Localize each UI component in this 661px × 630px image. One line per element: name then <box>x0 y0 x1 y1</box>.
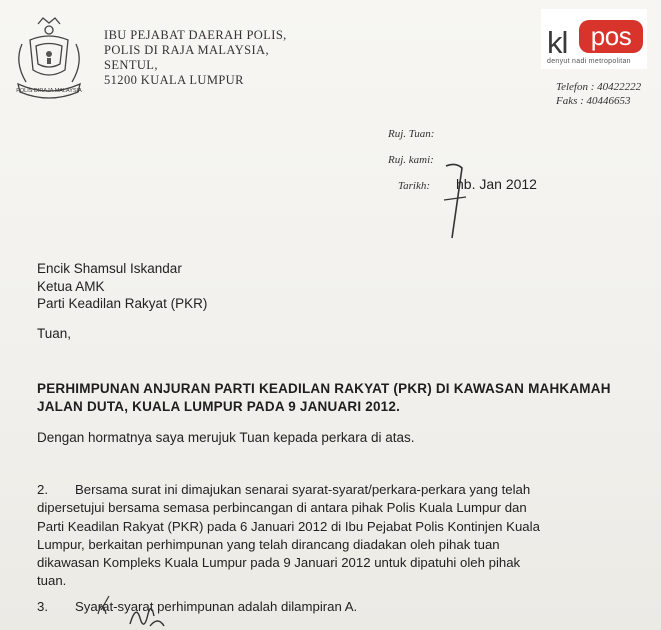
recipient-party: Parti Keadilan Rakyat (PKR) <box>37 296 208 311</box>
paragraph-line: Bersama surat ini dimajukan senarai syarat-syarat/perkara-perkara yang telah <box>75 482 531 497</box>
faks-line: Faks : 40446653 <box>556 95 631 107</box>
paragraph-line: tuan. <box>37 573 67 589</box>
logo-tagline: denyut nadi metropolitan <box>547 58 631 65</box>
paragraph-line: Parti Keadilan Rakyat (PKR) pada 6 Januari 2012 di Ibu Pejabat Polis Kontinjen Kuala <box>37 518 540 534</box>
paragraph-line: dikawasan Kompleks Kuala Lumpur pada 9 Januari 2012 untuk dipatuhi oleh pihak <box>37 555 521 571</box>
contact-numbers <box>556 80 641 108</box>
recipient-block <box>37 260 207 313</box>
tarikh-label: Tarikh: <box>398 180 430 192</box>
paragraph-text: Syarat-syarat perhimpunan adalah dilampiran A. <box>75 599 358 614</box>
subject-line: JALAN DUTA, KUALA LUMPUR PADA 9 JANUARI 2012. <box>37 399 401 414</box>
crest-label: POLIS DIRAJA MALAYSIA <box>16 88 82 94</box>
letterhead-address <box>104 28 287 88</box>
paragraph-2 <box>37 481 540 591</box>
address-line: 51200 KUALA LUMPUR <box>104 73 244 87</box>
intro-sentence: Dengan hormatnya saya merujuk Tuan kepada perkara di atas. <box>37 430 415 445</box>
logo-kl-text: kl <box>547 25 568 60</box>
recipient-name: Encik Shamsul Iskandar <box>37 261 182 276</box>
tarikh-value: hb. Jan 2012 <box>456 176 537 192</box>
subject-line: PERHIMPUNAN ANJURAN PARTI KEADILAN RAKYAT (PKR) DI KAWASAN MAHKAMAH <box>37 381 611 396</box>
logo-pos-badge: pos <box>579 20 643 53</box>
ruj-kami-label: Ruj. kami: <box>388 154 434 166</box>
subject-heading <box>37 380 611 416</box>
paragraph-line: Lumpur, berkaitan perhimpunan yang telah dirancang diadakan oleh pihak tuan <box>37 536 500 552</box>
telefon-line: Telefon : 40422222 <box>556 81 642 93</box>
paragraph-line: dipersetujui bersama semasa perbincangan di antara pihak Polis Kuala Lumpur dan <box>37 500 527 516</box>
address-line: IBU PEJABAT DAERAH POLIS, <box>104 28 287 42</box>
recipient-title: Ketua AMK <box>37 278 105 294</box>
address-line: POLIS DI RAJA MALAYSIA, <box>104 43 270 57</box>
address-line: SENTUL, <box>104 58 158 72</box>
ruj-tuan-label: Ruj. Tuan: <box>388 128 435 140</box>
police-crest-logo <box>8 14 90 100</box>
signature-scribble <box>0 590 300 630</box>
handwritten-date-mark <box>440 162 480 242</box>
salutation: Tuan, <box>37 326 72 341</box>
paragraph-number: 2. <box>37 482 48 497</box>
paragraph-number: 3. <box>37 599 48 614</box>
klpos-logo <box>541 9 647 69</box>
